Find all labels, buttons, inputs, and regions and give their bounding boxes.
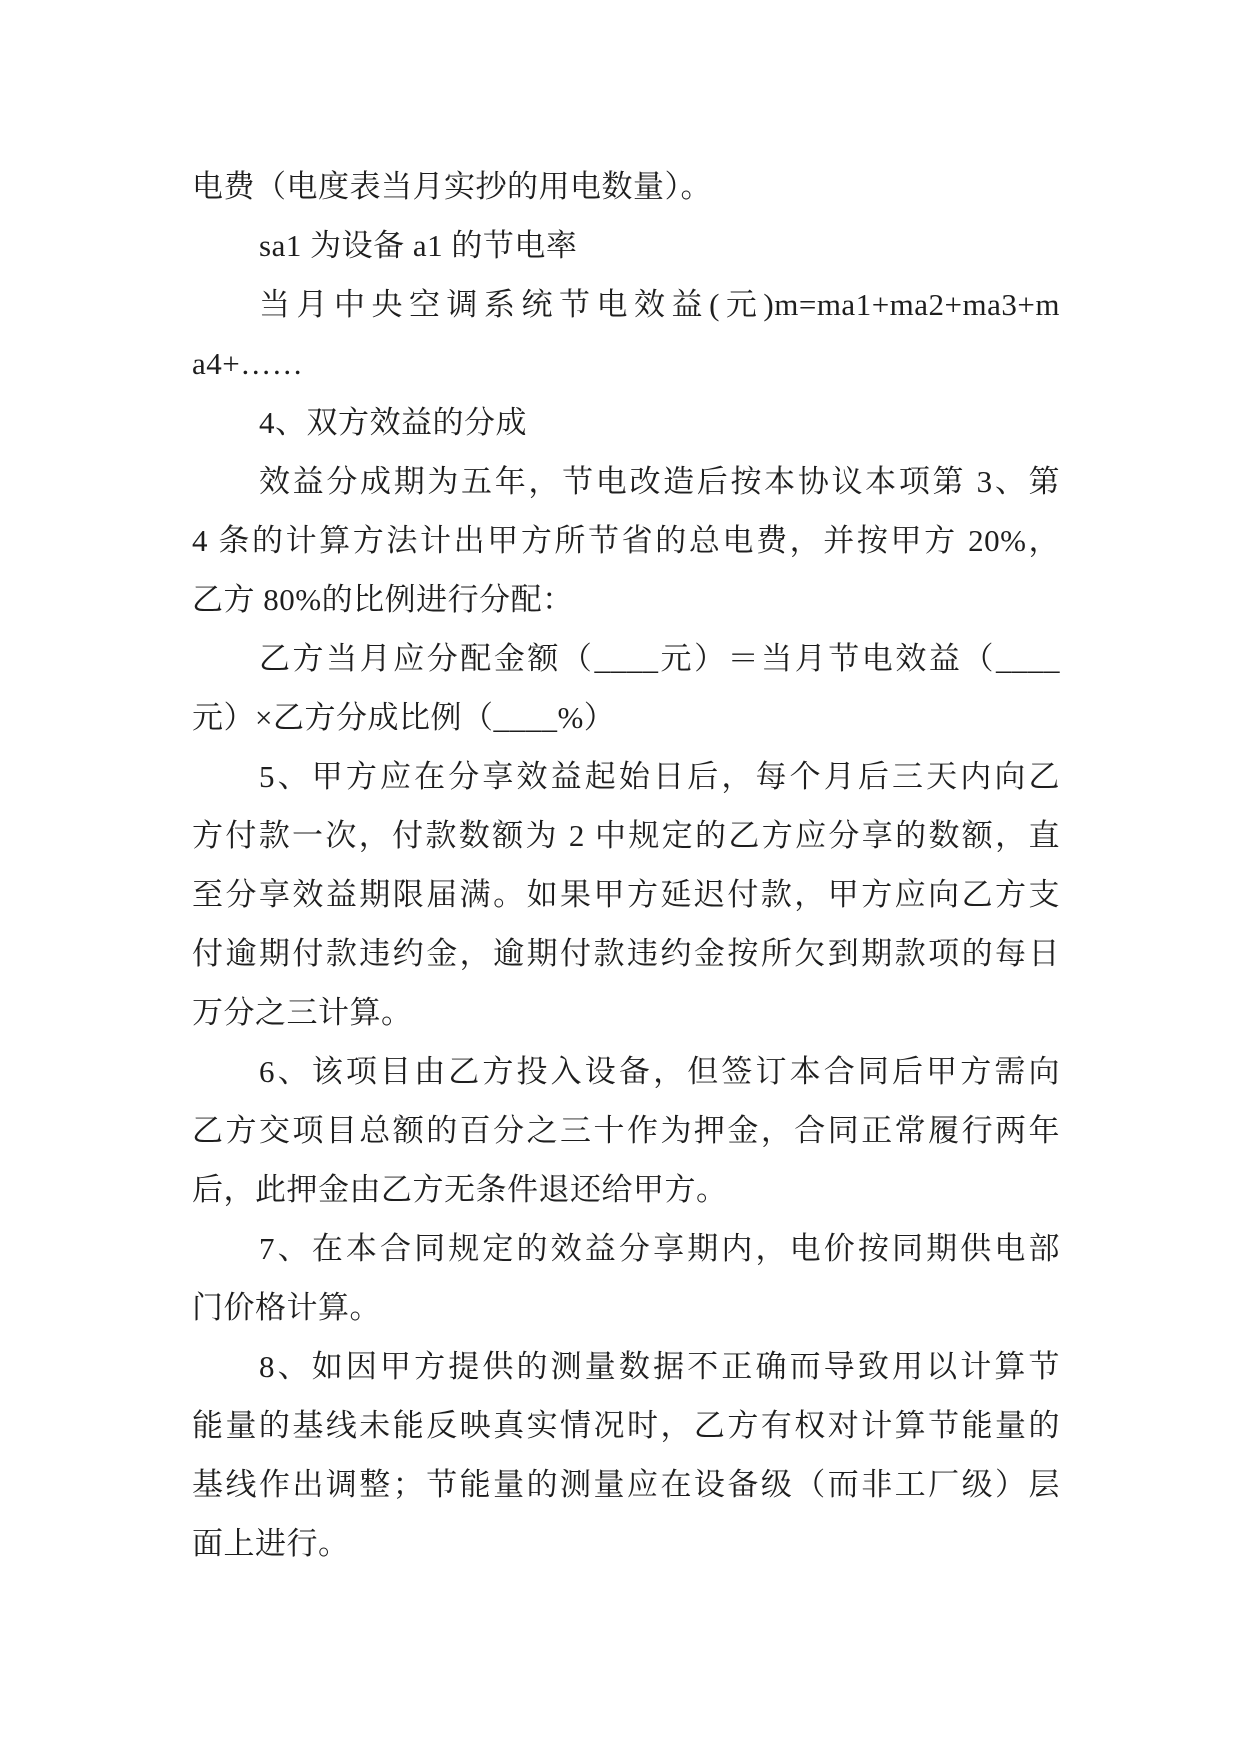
paragraph — [192, 1337, 1060, 1573]
paragraph — [192, 393, 1060, 452]
text-line: 元）×乙方分成比例（____%） — [192, 700, 616, 735]
text-line: 基线作出调整；节能量的测量应在设备级（而非工厂级）层 — [192, 1467, 1060, 1502]
text-line: 方付款一次，付款数额为 2 中规定的乙方应分享的数额，直 — [192, 818, 1060, 853]
text-line: 5、甲方应在分享效益起始日后，每个月后三天内向乙 — [259, 759, 1060, 794]
continued-paragraph — [192, 157, 1060, 216]
text-line: 4、双方效益的分成 — [259, 405, 527, 440]
text-line: sa1 为设备 a1 的节电率 — [259, 228, 578, 263]
text-line: 付逾期付款违约金，逾期付款违约金按所欠到期款项的每日 — [192, 936, 1060, 971]
document-body — [192, 157, 1060, 1573]
paragraph — [192, 216, 1060, 275]
text-line: 4 条的计算方法计出甲方所节省的总电费，并按甲方 20%， — [192, 523, 1060, 558]
text-line: 效益分成期为五年，节电改造后按本协议本项第 3、第 — [259, 464, 1060, 499]
text-line: 乙方 80%的比例进行分配： — [192, 582, 574, 617]
paragraph — [192, 452, 1060, 629]
text-line: 门价格计算。 — [192, 1290, 381, 1325]
text-line: a4+…… — [192, 346, 304, 381]
paragraph — [192, 747, 1060, 1042]
text-line: 能量的基线未能反映真实情况时，乙方有权对计算节能量的 — [192, 1408, 1060, 1443]
text-line: 6、该项目由乙方投入设备，但签订本合同后甲方需向 — [259, 1054, 1060, 1089]
paragraph — [192, 275, 1060, 393]
text-line: 7、在本合同规定的效益分享期内，电价按同期供电部 — [259, 1231, 1060, 1266]
text-line: 乙方交项目总额的百分之三十作为押金，合同正常履行两年 — [192, 1113, 1060, 1148]
text-line: 后，此押金由乙方无条件退还给甲方。 — [192, 1172, 728, 1207]
text-line: 面上进行。 — [192, 1526, 350, 1561]
paragraph — [192, 1042, 1060, 1219]
text-line: 乙方当月应分配金额（____元）＝当月节电效益（____ — [259, 641, 1060, 676]
paragraph — [192, 1219, 1060, 1337]
text-line: 至分享效益期限届满。如果甲方延迟付款，甲方应向乙方支 — [192, 877, 1060, 912]
paragraph — [192, 629, 1060, 747]
text-line: 当月中央空调系统节电效益(元)m=ma1+ma2+ma3+m — [259, 287, 1060, 322]
text-line: 万分之三计算。 — [192, 995, 413, 1030]
text-line: 8、如因甲方提供的测量数据不正确而导致用以计算节 — [259, 1349, 1060, 1384]
text-line: 电费（电度表当月实抄的用电数量）。 — [192, 169, 712, 204]
